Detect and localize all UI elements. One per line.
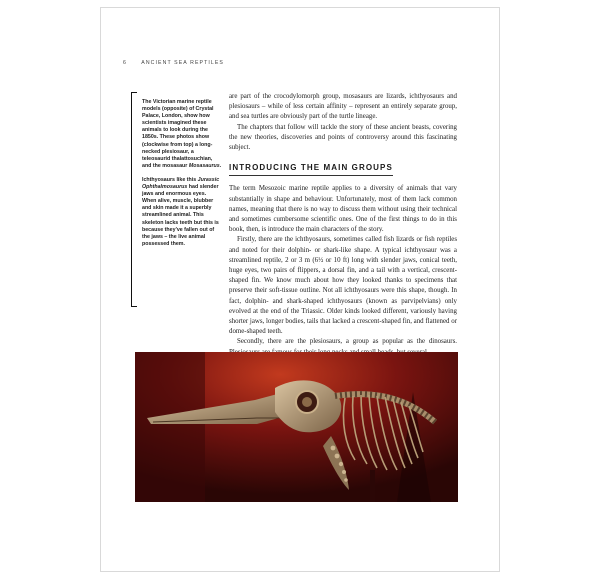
body-paragraph: The chapters that follow will tackle the story of these ancient beasts, covering the new theories, discoveries and points of controversy around this fascinating subject. [229, 123, 457, 152]
running-title: ANCIENT SEA REPTILES [141, 60, 224, 66]
running-head [123, 60, 224, 66]
page-number: 6 [123, 60, 127, 66]
section-heading: INTRODUCING THE MAIN GROUPS [229, 163, 393, 176]
caption-crystal-palace: The Victorian marine reptile models (opposite) of Crystal Palace, London, show how scientists imagined these animals to look during the 1850s. These photos show (clockwise from top) a long-necked plesiosaur, a teleosaurid thalattosuchian, and the mosasaur Mosasaurus. [142, 99, 222, 169]
body-paragraph: Firstly, there are the ichthyosaurs, sometimes called fish lizards or fish reptiles and noted for their dolphin- or shark-like shape. A typical ichthyosaur was a streamlined reptile, 2 or 3 m (6½ or 10 ft) long with slender jaws, conical teeth, huge eyes, two pairs of flippers, a dorsal fin, and a tail with a vertical, crescent-shaped fin. We know much about how they looked thanks to specimens that preserve their soft-tissue outline. Not all ichthyosaurs were this shape, though. In fact, dolphin- and shark-shaped ichthyosaurs (known as parvipelvians) only evolved at the end of the Triassic. Older kinds looked different, variously having shorter jaws, longer bodies, tails that lacked a crescent-shaped fin, and flattened or dome-shaped teeth. [229, 236, 457, 336]
caption-ichthyosaur: Ichthyosaurs like this Jurassic Ophthalmosaurus had slender jaws and enormous eyes. When alive, muscle, blubber and skin made it a superbly streamlined animal. This skeleton lacks teeth but this is because they've fallen out of the jaws – the live animal possessed them. [142, 176, 220, 247]
sidebar-captions [142, 99, 222, 255]
ichthyosaur-skeleton-photo [135, 352, 458, 502]
main-text-column [229, 92, 457, 358]
body-paragraph: Secondly, there are the plesiosaurs, a group as popular as the dinosaurs. [237, 338, 457, 346]
body-paragraph: are part of the crocodylomorph group, mosasaurs are lizards, ichthyosaurs and plesiosaurs – while of less certain affinity – represent an entirely separate group, and sea turtles are obviously part of the turtle lineage. [229, 93, 457, 121]
caption-bracket [131, 92, 137, 307]
book-page [100, 7, 500, 572]
body-paragraph: The term Mesozoic marine reptile applies to a diversity of animals that vary substantially in shape and behaviour. Unfortunately, most of them lack common names, meaning that there is no way to discuss them without using their technical and sometimes cumbersome scientific ones. One of the first things to do in this book, then, is introduce the main characters of the story. [229, 185, 457, 234]
skeleton-illustration [135, 352, 458, 502]
